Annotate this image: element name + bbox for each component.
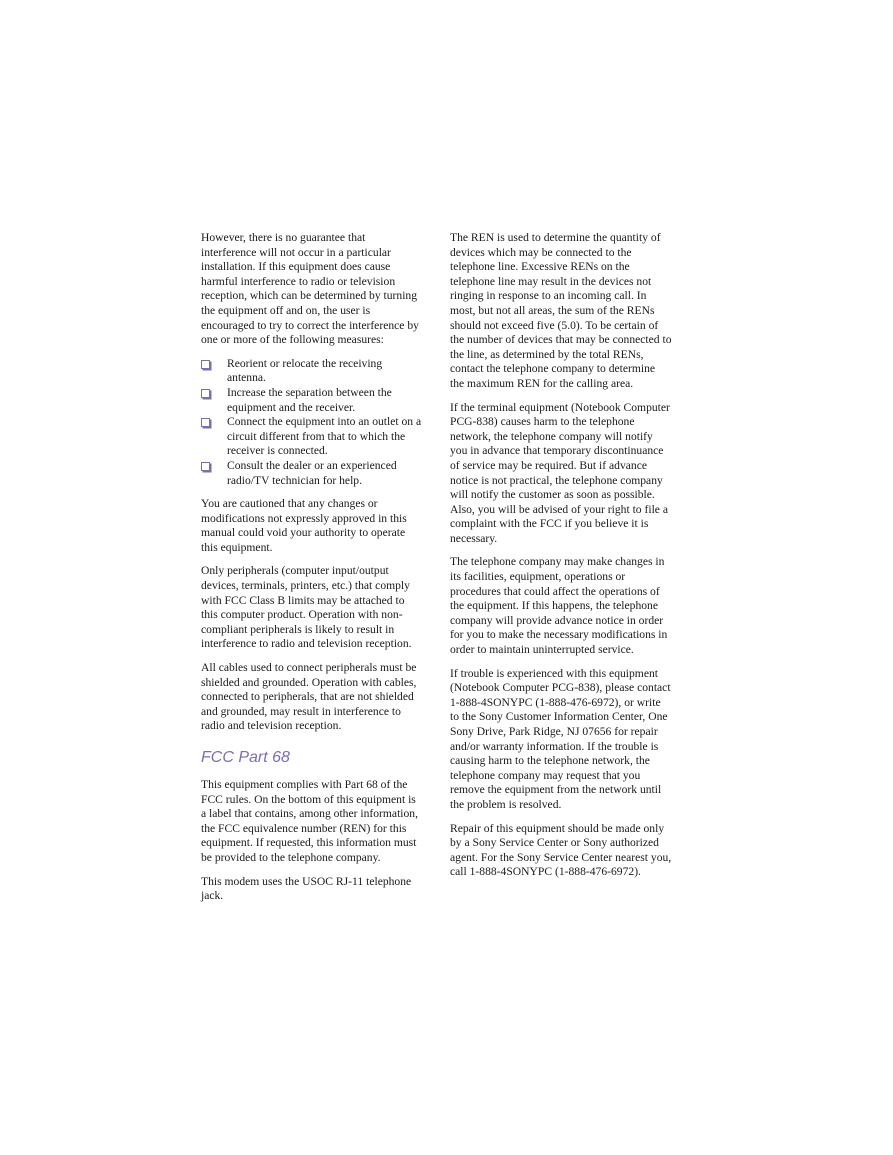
interference-measures-list (201, 357, 423, 488)
paragraph-peripherals: Only peripherals (computer input/output devices, terminals, printers, etc.) that comply with FCC Class B limits may be attached to this computer product. Operation with non-compliant peripherals is likely to result in interference to radio and television reception. (201, 564, 412, 651)
paragraph-telephone-company-changes: The telephone company may make changes in its facilities, equipment, operations or procedures that could affect the operations of the equipment. If this happens, the telephone company will provide advance notice in order for you to make the necessary modifications in order to maintain uninterrupted service. (450, 555, 668, 657)
list-item (201, 357, 423, 386)
checkbox-bullet-icon (201, 360, 210, 369)
paragraph-interference-guarantee: However, there is no guarantee that interference will not occur in a particular installation. If this equipment does cause harmful interference to radio or television reception, which can be determined by turning the equipment off and on, the user is encouraged to try to correct the interference by one or more of the following measures: (201, 231, 419, 347)
section-heading-fcc-part-68: FCC Part 68 (201, 749, 290, 766)
list-item-text: Increase the separation between the equipment and the receiver. (227, 385, 392, 414)
checkbox-bullet-icon (201, 389, 210, 398)
paragraph-part-68-compliance: This equipment complies with Part 68 of the FCC rules. On the bottom of this equipment is a label that contains, among other information, the FCC equivalence number (REN) for this equipment. If requested, this information must be provided to the telephone company. (201, 778, 418, 864)
paragraph-network-harm: If the terminal equipment (Notebook Computer PCG-838) causes harm to the telephone network, the telephone company will notify you in advance that temporary discontinuance of service may be required. But if advance notice is not practical, the telephone company will notify the customer as soon as possible. Also, you will be advised of your right to file a complaint with the FCC if you believe it is necessary. (450, 400, 670, 545)
left-column (201, 231, 423, 913)
paragraph-cables: All cables used to connect peripherals must be shielded and grounded. Operation with cables, connected to peripherals, that are not shielded and grounded, may result in interference to radio and television reception. (201, 661, 417, 733)
list-item (201, 415, 423, 459)
list-item-text: Reorient or relocate the receiving antenna. (227, 356, 383, 385)
list-item (201, 459, 423, 488)
checkbox-bullet-icon (201, 462, 210, 471)
right-column (450, 231, 672, 889)
list-item (201, 386, 423, 415)
paragraph-modem-jack: This modem uses the USOC RJ-11 telephone jack. (201, 874, 412, 903)
paragraph-ren: The REN is used to determine the quantity of devices which may be connected to the telephone line. Excessive RENs on the telephone line may result in the devices not ringing in response to an incoming call. In most, but not all areas, the sum of the RENs should not exceed five (5.0). To be certain of the number of devices that may be connected to the line, as determined by the total RENs, contact the telephone company to determine the maximum REN for the calling area. (450, 231, 672, 390)
list-item-text: Connect the equipment into an outlet on a circuit different from that to which the receiver is connected. (227, 415, 422, 458)
paragraph-modifications-caution: You are cautioned that any changes or modifications not expressly approved in this manual could void your authority to operate this equipment. (201, 497, 407, 554)
paragraph-trouble-contact: If trouble is experienced with this equipment (Notebook Computer PCG-838), please contact 1-888-4SONYPC (1-888-476-6972), or write to the Sony Customer Information Center, One Sony Drive, Park Ridge, NJ 07656 for repair and/or warranty information. If the trouble is causing harm to the telephone network, the telephone company may request that you remove the equipment from the network until the problem is resolved. (450, 666, 671, 811)
checkbox-bullet-icon (201, 418, 210, 427)
paragraph-repair: Repair of this equipment should be made only by a Sony Service Center or Sony authorized agent. For the Sony Service Center nearest you, call 1-888-4SONYPC (1-888-476-6972). (450, 821, 672, 879)
list-item-text: Consult the dealer or an experienced radio/TV technician for help. (227, 458, 397, 487)
